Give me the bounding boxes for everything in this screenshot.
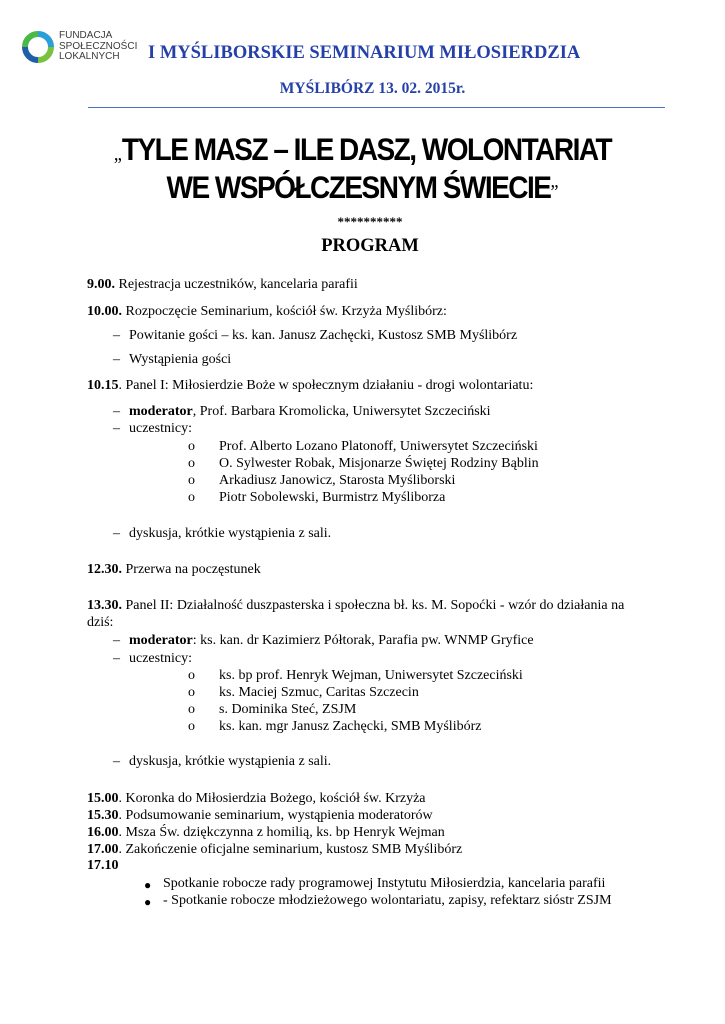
panel2-participant: s. Dominika Steć, ZSJM	[219, 702, 357, 717]
dash-marker: –	[113, 651, 120, 666]
circle-marker: o	[188, 490, 195, 505]
text-1000: Rozpoczęcie Seminarium, kościół św. Krzyża Myślibórz:	[122, 304, 447, 319]
logo-ring-icon	[22, 31, 54, 63]
panel2-participant: ks. Maciej Szmuc, Caritas Szczecin	[219, 685, 419, 700]
circle-marker: o	[188, 456, 195, 471]
headline-text-2: WE WSPÓŁCZESNYM ŚWIECIE	[166, 170, 551, 205]
panel2-participant: ks. bp prof. Henryk Wejman, Uniwersytet Szczeciński	[219, 668, 523, 683]
circle-marker: o	[188, 719, 195, 734]
item-1330-cont: dziś:	[87, 615, 114, 630]
header-divider	[88, 107, 665, 108]
circle-marker: o	[188, 685, 195, 700]
program-heading: PROGRAM	[321, 236, 419, 256]
logo-line-3: LOKALNYCH	[59, 51, 120, 62]
circle-marker: o	[188, 473, 195, 488]
dash-marker: –	[113, 526, 120, 541]
panel2-participants-label: uczestnicy:	[129, 651, 192, 666]
text-1530: . Podsumowanie seminarium, wystąpienia moderatorów	[118, 808, 433, 823]
dash-marker: –	[113, 352, 120, 367]
foundation-logo	[22, 31, 142, 71]
bullet-marker: ●	[144, 895, 152, 909]
text-1015: . Panel I: Miłosierdzie Boże w społecznym działaniu - drogi wolontariatu:	[118, 378, 534, 393]
time-1000: 10.00.	[87, 304, 122, 319]
headline-text-1: TYLE MASZ – ILE DASZ, WOLONTARIAT	[121, 132, 612, 167]
item-1230	[87, 562, 261, 578]
text-1600: . Msza Św. dziękczynna z homilią, ks. bp Henryk Wejman	[118, 825, 445, 840]
dash-marker: –	[113, 421, 120, 436]
dash-marker: –	[113, 328, 120, 343]
text-1230: Przerwa na poczęstunek	[122, 562, 261, 577]
panel1-participant: Prof. Alberto Lozano Platonoff, Uniwersytet Szczeciński	[219, 439, 538, 454]
dash-marker: –	[113, 404, 120, 419]
item-1500	[87, 791, 426, 807]
separator-stars: **********	[337, 214, 403, 229]
circle-marker: o	[188, 439, 195, 454]
headline-line-2	[0, 170, 725, 206]
panel1-participants-label: uczestnicy:	[129, 421, 192, 436]
circle-marker: o	[188, 702, 195, 717]
time-1530: 15.30	[87, 808, 119, 823]
moderator-label: moderator	[129, 633, 193, 648]
time-1015: 10.15	[87, 378, 119, 393]
time-900: 9.00.	[87, 277, 115, 292]
text-1700: . Zakończenie oficjalne seminarium, kustosz SMB Myślibórz	[118, 842, 463, 857]
logo-line-2: SPOŁECZNOŚCI	[59, 40, 138, 52]
seminar-date: MYŚLIBÓRZ 13. 02. 2015r.	[279, 80, 466, 97]
logo-line-1: FUNDACJA	[59, 30, 113, 41]
item-1710-bullet: Spotkanie robocze rady programowej Instytutu Miłosierdzia, kancelaria parafii	[163, 876, 606, 891]
panel1-moderator	[129, 404, 491, 420]
item-1710	[87, 858, 119, 874]
bullet-marker: ●	[144, 878, 152, 892]
panel2-participant: ks. kan. mgr Janusz Zachęcki, SMB Myślibórz	[219, 719, 482, 734]
close-quote: ”	[550, 180, 559, 203]
panel1-participant: Arkadiusz Janowicz, Starosta Myśliborski	[219, 473, 456, 488]
dash-marker: –	[113, 754, 120, 769]
panel1-participant: O. Sylwester Robak, Misjonarze Świętej Rodziny Bąblin	[219, 456, 539, 471]
time-1230: 12.30.	[87, 562, 122, 577]
circle-marker: o	[188, 668, 195, 683]
item-1015	[87, 378, 533, 394]
time-1500: 15.00	[87, 791, 119, 806]
headline-line-1	[0, 132, 725, 168]
time-1330: 13.30.	[87, 598, 122, 613]
item-1330	[87, 598, 624, 614]
panel2-discussion: dyskusja, krótkie wystąpienia z sali.	[129, 754, 332, 769]
open-quote: „	[113, 142, 122, 165]
time-1700: 17.00	[87, 842, 119, 857]
time-1710: 17.10	[87, 858, 119, 873]
panel2-moderator	[129, 633, 534, 649]
panel1-participant: Piotr Sobolewski, Burmistrz Myśliborza	[219, 490, 446, 505]
item-1000	[87, 304, 447, 320]
item-1700	[87, 842, 462, 858]
item-1530	[87, 808, 433, 824]
sub-guest-speeches: Wystąpienia gości	[129, 352, 232, 367]
item-900	[87, 277, 358, 293]
time-1600: 16.00	[87, 825, 119, 840]
moderator-name: , Prof. Barbara Kromolicka, Uniwersytet Szczeciński	[192, 404, 491, 419]
moderator-label: moderator	[129, 404, 193, 419]
text-900: Rejestracja uczestników, kancelaria parafii	[115, 277, 358, 292]
sub-welcome: Powitanie gości – ks. kan. Janusz Zachęcki, Kustosz SMB Myślibórz	[129, 328, 518, 343]
panel1-discussion: dyskusja, krótkie wystąpienia z sali.	[129, 526, 332, 541]
text-1500: . Koronka do Miłosierdzia Bożego, kościół św. Krzyża	[118, 791, 426, 806]
dash-marker: –	[113, 633, 120, 648]
item-1710-bullet: - Spotkanie robocze młodzieżowego wolontariatu, zapisy, refektarz sióstr ZSJM	[163, 893, 612, 908]
item-1600	[87, 825, 445, 841]
seminar-title: I MYŚLIBORSKIE SEMINARIUM MIŁOSIERDZIA	[148, 43, 581, 63]
text-1330: Panel II: Działalność duszpasterska i społeczna bł. ks. M. Sopoćki - wzór do działania na	[122, 598, 625, 613]
logo-text	[59, 31, 137, 63]
moderator-name: : ks. kan. dr Kazimierz Półtorak, Parafia pw. WNMP Gryfice	[192, 633, 534, 648]
